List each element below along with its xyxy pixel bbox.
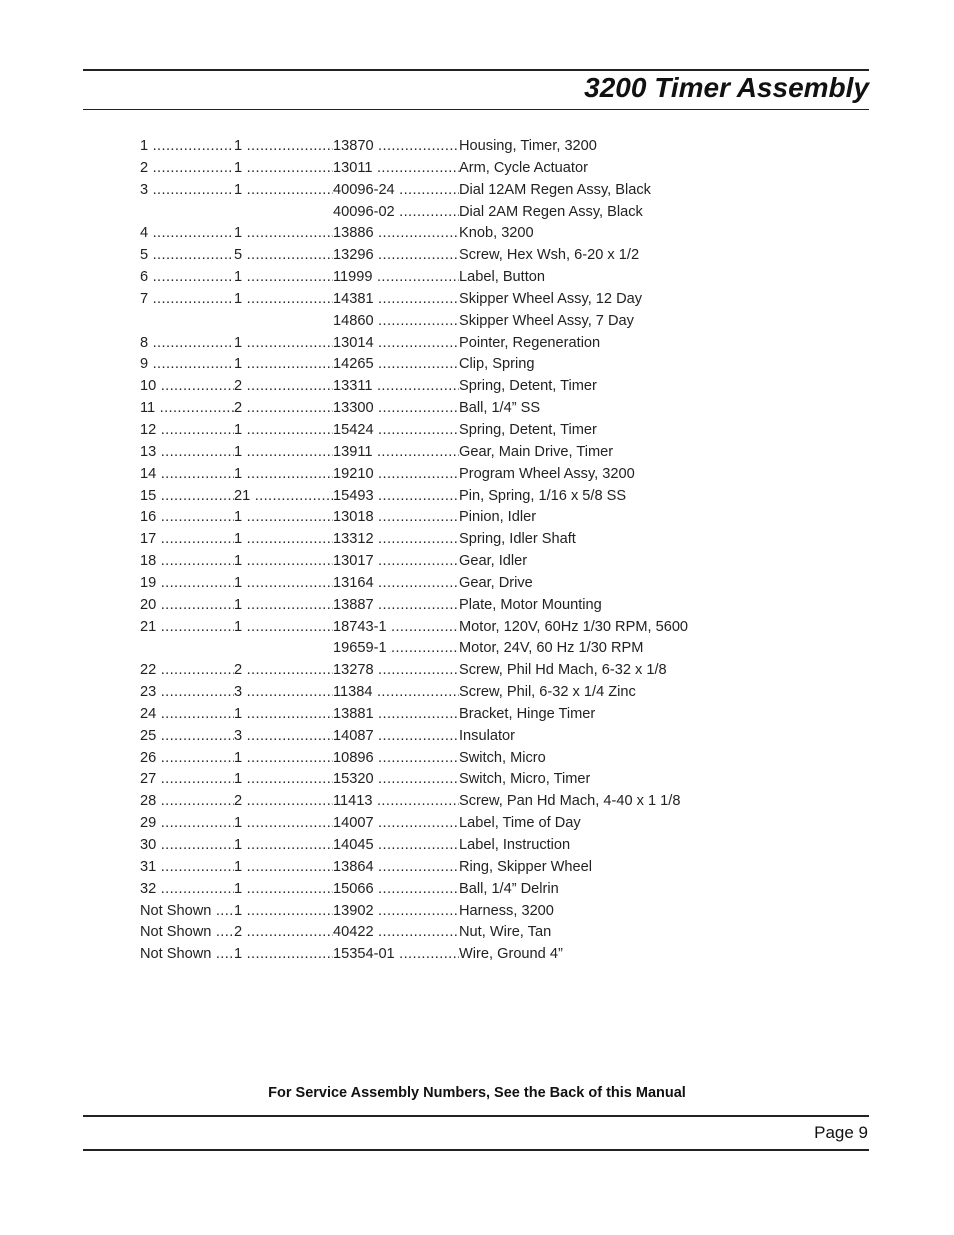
item-number: 4 ..... [140, 223, 234, 245]
description: Ball, 1/4” SS [459, 400, 541, 417]
quantity: 1 ..... [234, 464, 333, 486]
item-number: 13 ..... [140, 442, 234, 464]
parts-row [140, 311, 740, 333]
part-number: 15354-01 ..... [333, 944, 459, 966]
description: Pointer, Regeneration [459, 334, 601, 351]
item-number: 30 ..... [140, 835, 234, 857]
parts-row [140, 420, 740, 442]
part-number: 40096-24 ..... [333, 180, 459, 202]
parts-row [140, 726, 740, 748]
parts-row [140, 791, 740, 813]
quantity: 1 ..... [234, 901, 333, 923]
quantity: 1 ..... [234, 879, 333, 901]
description: Label, Instruction [459, 837, 571, 853]
part-number: 13017 ..... [333, 551, 459, 573]
description: Spring, Idler Shaft [459, 531, 576, 548]
item-number: 19 ..... [140, 573, 234, 595]
parts-row [140, 245, 740, 267]
parts-row [140, 333, 740, 355]
quantity: 1 ..... [234, 813, 333, 835]
item-number: 8 ..... [140, 333, 234, 355]
item-number: 6 ..... [140, 267, 234, 289]
item-number: 29 ..... [140, 813, 234, 835]
item-number: 11 ..... [140, 398, 234, 420]
item-number: 27 ..... [140, 769, 234, 791]
part-number: 15320 ..... [333, 769, 459, 791]
parts-row [140, 464, 740, 486]
description: Program Wheel Assy, 3200 [459, 465, 635, 482]
part-number: 14087 ..... [333, 726, 459, 748]
parts-row [140, 813, 740, 835]
part-number: 15424 ..... [333, 420, 459, 442]
parts-row [140, 289, 740, 311]
part-number: 13164 ..... [333, 573, 459, 595]
item-number: 15 ..... [140, 486, 234, 508]
parts-row [140, 442, 740, 464]
item-number: Not Shown ..... [140, 922, 234, 944]
quantity: 1 ..... [234, 333, 333, 355]
description: Dial 2AM Regen Assy, Black [459, 203, 643, 220]
item-number: 32 ..... [140, 879, 234, 901]
parts-row [140, 857, 740, 879]
quantity: 3 ..... [234, 682, 333, 704]
parts-row [140, 529, 740, 551]
description: Ring, Skipper Wheel [459, 858, 593, 875]
quantity: 1 ..... [234, 704, 333, 726]
footer-divider-top [83, 1115, 869, 1117]
description: Bracket, Hinge Timer [459, 705, 596, 722]
description: Housing, Timer, 3200 [459, 138, 597, 154]
parts-row [140, 595, 740, 617]
quantity: 1 ..... [234, 857, 333, 879]
quantity: 2 ..... [234, 791, 333, 813]
parts-row [140, 944, 740, 966]
part-number: 14045 ..... [333, 835, 459, 857]
part-number: 13870 ..... [333, 136, 459, 158]
parts-row [140, 901, 740, 923]
quantity: 1 ..... [234, 354, 333, 376]
quantity: 1 ..... [234, 442, 333, 464]
item-number: 26 ..... [140, 748, 234, 770]
part-number: 13278 ..... [333, 660, 459, 682]
description: Screw, Phil, 6-32 x 1/4 Zinc [459, 684, 636, 701]
quantity: 1 ..... [234, 420, 333, 442]
parts-row [140, 638, 740, 660]
part-number: 14381 ..... [333, 289, 459, 311]
part-number: 19210 ..... [333, 464, 459, 486]
quantity: 1 ..... [234, 158, 333, 180]
part-number: 13011 ..... [333, 158, 459, 180]
description: Arm, Cycle Actuator [459, 159, 588, 176]
description: Gear, Idler [459, 553, 528, 570]
title-divider [83, 109, 869, 110]
quantity: 1 ..... [234, 529, 333, 551]
item-number: 20 ..... [140, 595, 234, 617]
part-number: 14860 ..... [333, 311, 459, 333]
part-number: 13902 ..... [333, 901, 459, 923]
item-number: 22 ..... [140, 660, 234, 682]
part-number: 13300 ..... [333, 398, 459, 420]
description: Spring, Detent, Timer [459, 378, 597, 395]
description: Motor, 24V, 60 Hz 1/30 RPM [459, 640, 644, 657]
parts-row [140, 180, 740, 202]
part-number: 13881 ..... [333, 704, 459, 726]
description: Switch, Micro, Timer [459, 771, 591, 788]
top-divider [83, 69, 869, 71]
quantity: 1 ..... [234, 223, 333, 245]
part-number: 40422 ..... [333, 922, 459, 944]
parts-row [140, 617, 740, 639]
quantity: 1 ..... [234, 835, 333, 857]
parts-row [140, 551, 740, 573]
part-number: 13886 ..... [333, 223, 459, 245]
parts-row [140, 202, 740, 224]
description: Harness, 3200 [459, 902, 554, 919]
quantity: 2 ..... [234, 376, 333, 398]
part-number: 13018 ..... [333, 507, 459, 529]
description: Gear, Main Drive, Timer [459, 443, 614, 460]
quantity: 1 ..... [234, 136, 333, 158]
description: Skipper Wheel Assy, 12 Day [459, 290, 643, 307]
part-number: 40096-02 ..... [333, 202, 459, 224]
quantity: 1 ..... [234, 617, 333, 639]
parts-row [140, 704, 740, 726]
item-number: 25 ..... [140, 726, 234, 748]
description: Switch, Micro [459, 749, 546, 766]
parts-row [140, 835, 740, 857]
description: Insulator [459, 727, 515, 744]
quantity: 1 ..... [234, 944, 333, 966]
quantity: 1 ..... [234, 289, 333, 311]
part-number: 11413 ..... [333, 791, 459, 813]
part-number: 15066 ..... [333, 879, 459, 901]
quantity: 5 ..... [234, 245, 333, 267]
description: Dial 12AM Regen Assy, Black [459, 181, 651, 198]
description: Plate, Motor Mounting [459, 596, 602, 613]
part-number: 18743-1 ..... [333, 617, 459, 639]
quantity: 2 ..... [234, 398, 333, 420]
quantity: 1 ..... [234, 595, 333, 617]
item-number: 2 ..... [140, 158, 234, 180]
description: Screw, Pan Hd Mach, 4-40 x 1 1/8 [459, 793, 681, 810]
quantity: 2 ..... [234, 922, 333, 944]
parts-row [140, 398, 740, 420]
quantity: 1 ..... [234, 180, 333, 202]
item-number: 21 ..... [140, 617, 234, 639]
parts-list [140, 136, 740, 966]
parts-row [140, 748, 740, 770]
parts-row [140, 922, 740, 944]
quantity: 1 ..... [234, 551, 333, 573]
parts-row [140, 769, 740, 791]
item-number: Not Shown ..... [140, 944, 234, 966]
description: Screw, Phil Hd Mach, 6-32 x 1/8 [459, 662, 667, 679]
item-number: 12 ..... [140, 420, 234, 442]
description: Gear, Drive [459, 574, 533, 591]
item-number: 1 ..... [140, 136, 234, 158]
quantity: 21 ..... [234, 486, 333, 508]
part-number: 13887 ..... [333, 595, 459, 617]
page-number: Page 9 [814, 1123, 868, 1142]
description: Clip, Spring [459, 356, 535, 373]
description: Spring, Detent, Timer [459, 421, 597, 438]
description: Knob, 3200 [459, 225, 534, 242]
part-number: 14007 ..... [333, 813, 459, 835]
parts-row [140, 660, 740, 682]
description: Skipper Wheel Assy, 7 Day [459, 312, 634, 329]
quantity: 1 ..... [234, 267, 333, 289]
description: Label, Button [459, 269, 546, 286]
parts-row [140, 486, 740, 508]
part-number: 15493 ..... [333, 486, 459, 508]
quantity: 3 ..... [234, 726, 333, 748]
item-number: 31 ..... [140, 857, 234, 879]
quantity: 1 ..... [234, 507, 333, 529]
description: Nut, Wire, Tan [459, 924, 552, 941]
item-number: 24 ..... [140, 704, 234, 726]
item-number: 3 ..... [140, 180, 234, 202]
description: Pin, Spring, 1/16 x 5/8 SS [459, 487, 627, 504]
part-number: 14265 ..... [333, 354, 459, 376]
quantity: 2 ..... [234, 660, 333, 682]
description: Label, Time of Day [459, 815, 581, 832]
parts-row [140, 223, 740, 245]
item-number: 7 ..... [140, 289, 234, 311]
part-number: 13014 ..... [333, 333, 459, 355]
quantity: 1 ..... [234, 748, 333, 770]
item-number: 28 ..... [140, 791, 234, 813]
part-number: 13312 ..... [333, 529, 459, 551]
part-number: 13864 ..... [333, 857, 459, 879]
item-number: 5 ..... [140, 245, 234, 267]
parts-row [140, 267, 740, 289]
quantity: 1 ..... [234, 573, 333, 595]
part-number: 10896 ..... [333, 748, 459, 770]
description: Screw, Hex Wsh, 6-20 x 1/2 [459, 247, 640, 264]
description: Motor, 120V, 60Hz 1/30 RPM, 5600 [459, 618, 689, 635]
description: Pinion, Idler [459, 509, 537, 526]
parts-row [140, 158, 740, 180]
parts-row [140, 682, 740, 704]
item-number: 10 ..... [140, 376, 234, 398]
quantity: 1 ..... [234, 769, 333, 791]
item-number: 9 ..... [140, 354, 234, 376]
page-title: 3200 Timer Assembly [584, 72, 869, 103]
item-number: 17 ..... [140, 529, 234, 551]
part-number: 19659-1 ..... [333, 638, 459, 660]
parts-row [140, 507, 740, 529]
item-number: 14 ..... [140, 464, 234, 486]
item-number: Not Shown ..... [140, 901, 234, 923]
part-number: 13311 ..... [333, 376, 459, 398]
part-number: 11384 ..... [333, 682, 459, 704]
description: Ball, 1/4” Delrin [459, 880, 559, 897]
parts-row [140, 376, 740, 398]
footer-divider-bottom [83, 1149, 869, 1151]
description: Wire, Ground 4” [459, 946, 563, 963]
parts-row [140, 879, 740, 901]
part-number: 13296 ..... [333, 245, 459, 267]
service-note: For Service Assembly Numbers, See the Back of this Manual [268, 1085, 686, 1101]
part-number: 11999 ..... [333, 267, 459, 289]
item-number: 23 ..... [140, 682, 234, 704]
parts-row [140, 573, 740, 595]
parts-row [140, 136, 740, 158]
part-number: 13911 ..... [333, 442, 459, 464]
item-number: 18 ..... [140, 551, 234, 573]
item-number: 16 ..... [140, 507, 234, 529]
parts-row [140, 354, 740, 376]
